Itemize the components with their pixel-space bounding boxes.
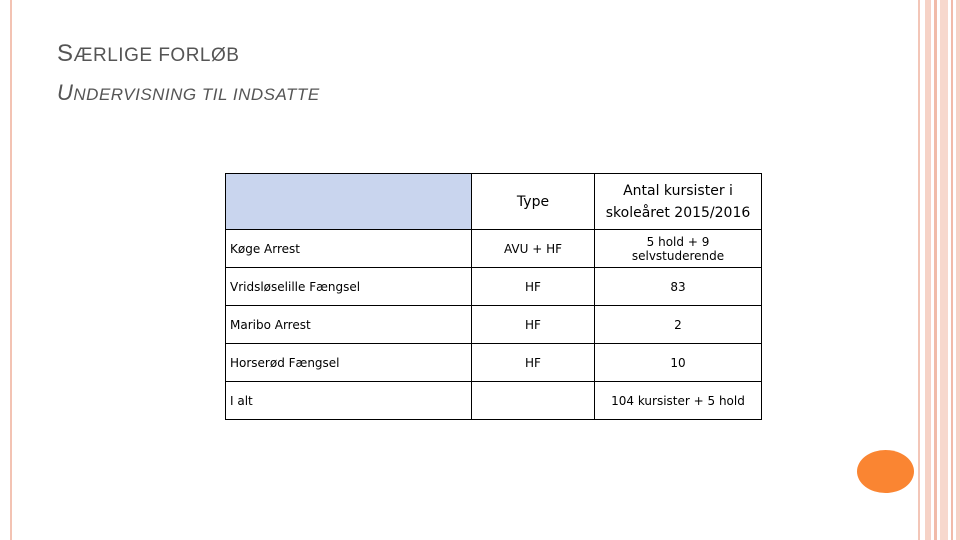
table-row xyxy=(226,306,762,344)
table-row xyxy=(226,230,762,268)
decorative-stripe xyxy=(925,0,931,540)
row-name: Maribo Arrest xyxy=(226,306,472,344)
row-type: HF xyxy=(472,306,595,344)
decorative-stripe xyxy=(918,0,920,540)
decorative-stripe xyxy=(956,0,960,540)
row-name: Vridsløselille Fængsel xyxy=(226,268,472,306)
row-count: 10 xyxy=(595,344,762,382)
row-count: 83 xyxy=(595,268,762,306)
row-type: HF xyxy=(472,268,595,306)
row-count: 104 kursister + 5 hold xyxy=(595,382,762,420)
row-type: AVU + HF xyxy=(472,230,595,268)
decorative-stripe xyxy=(951,0,953,540)
left-border-line xyxy=(10,0,12,540)
header-cell-blank xyxy=(226,174,472,230)
subtitle-initial: U xyxy=(57,80,74,105)
table-row-total xyxy=(226,382,762,420)
row-type: HF xyxy=(472,344,595,382)
courses-table xyxy=(225,173,762,420)
row-count: 2 xyxy=(595,306,762,344)
header-cell-count: Antal kursister i skoleåret 2015/2016 xyxy=(595,174,762,230)
decorative-stripe xyxy=(940,0,948,540)
slide-title xyxy=(57,40,239,68)
subtitle-rest: NDERVISNING TIL INDSATTE xyxy=(73,85,320,104)
row-name: Horserød Fængsel xyxy=(226,344,472,382)
table-row xyxy=(226,268,762,306)
title-rest: ÆRLIGE FORLØB xyxy=(73,45,240,66)
title-initial: S xyxy=(57,40,74,67)
decorative-stripe xyxy=(934,0,937,540)
row-name: I alt xyxy=(226,382,472,420)
row-count: 5 hold + 9 selvstuderende xyxy=(595,230,762,268)
header-cell-type: Type xyxy=(472,174,595,230)
slide-subtitle xyxy=(57,80,320,106)
row-type xyxy=(472,382,595,420)
orange-circle-decoration xyxy=(857,450,914,493)
table-row xyxy=(226,344,762,382)
table-header-row xyxy=(226,174,762,230)
row-name: Køge Arrest xyxy=(226,230,472,268)
